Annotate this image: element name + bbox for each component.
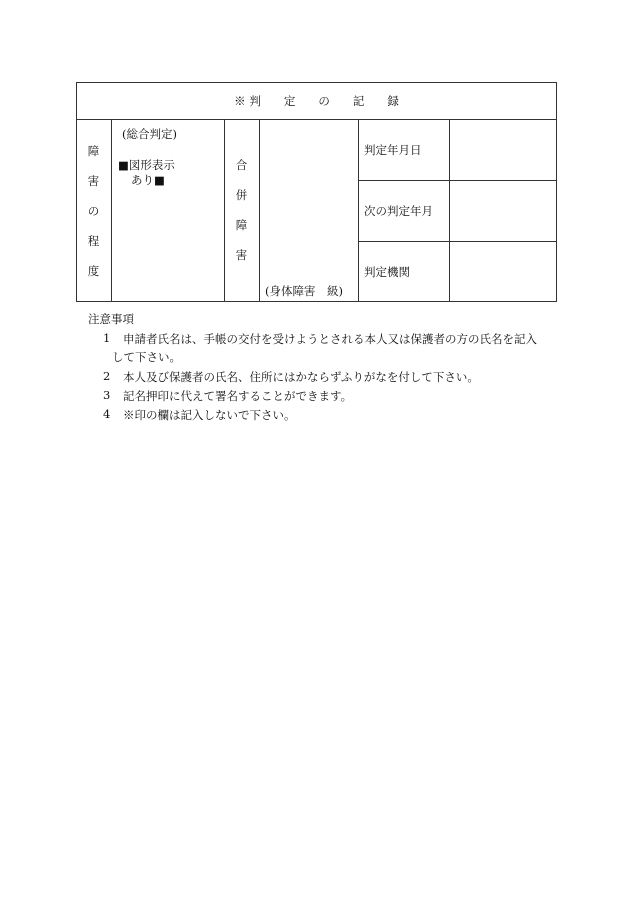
table-header-divider	[76, 119, 557, 120]
combined-disability-label	[224, 158, 259, 262]
note-text-continuation: して下さい。	[112, 350, 181, 364]
note-number: 2	[103, 369, 111, 383]
judgment-date-label: 判定年月日	[364, 143, 422, 157]
row-divider	[358, 241, 557, 242]
next-judgment-label: 次の判定年月	[364, 204, 433, 218]
overall-judgment-label: (総合判定)	[122, 127, 177, 141]
note-text: 申請者氏名は、手帳の交付を受けようとされる本人又は保護者の方の氏名を記入	[123, 332, 537, 346]
degree-char: の	[87, 204, 100, 218]
degree-char: 程	[87, 234, 100, 248]
combined-char: 害	[235, 248, 248, 262]
note-number: 3	[103, 388, 111, 402]
note-text: ※印の欄は記入しないで下さい。	[123, 408, 296, 422]
physical-disability-grade: (身体障害 級)	[265, 284, 343, 298]
note-number: 4	[103, 407, 111, 421]
table-border-bottom	[76, 301, 557, 302]
row-divider	[358, 180, 557, 181]
figure-note: あり■	[131, 173, 165, 187]
column-divider	[111, 119, 112, 301]
column-divider	[449, 119, 450, 301]
combined-char: 障	[235, 218, 248, 232]
degree-char: 障	[87, 144, 100, 158]
notes-heading: 注意事項	[88, 312, 134, 326]
note-text: 記名押印に代えて署名することができます。	[123, 389, 353, 403]
combined-char: 併	[235, 188, 248, 202]
degree-char: 害	[87, 174, 100, 188]
table-title: ※ 判 定 の 記 録	[234, 94, 399, 108]
degree-char: 度	[87, 264, 100, 278]
column-divider	[358, 119, 359, 301]
figure-note: ■図形表示	[118, 158, 175, 172]
judgment-agency-label: 判定機関	[364, 265, 410, 279]
note-text: 本人及び保護者の氏名、住所にはかならずふりがなを付して下さい。	[123, 370, 479, 384]
table-border-right	[556, 82, 557, 302]
combined-char: 合	[235, 158, 248, 172]
table-border-top	[76, 82, 557, 83]
note-number: 1	[103, 331, 111, 345]
degree-label	[76, 144, 111, 278]
column-divider	[259, 119, 260, 301]
